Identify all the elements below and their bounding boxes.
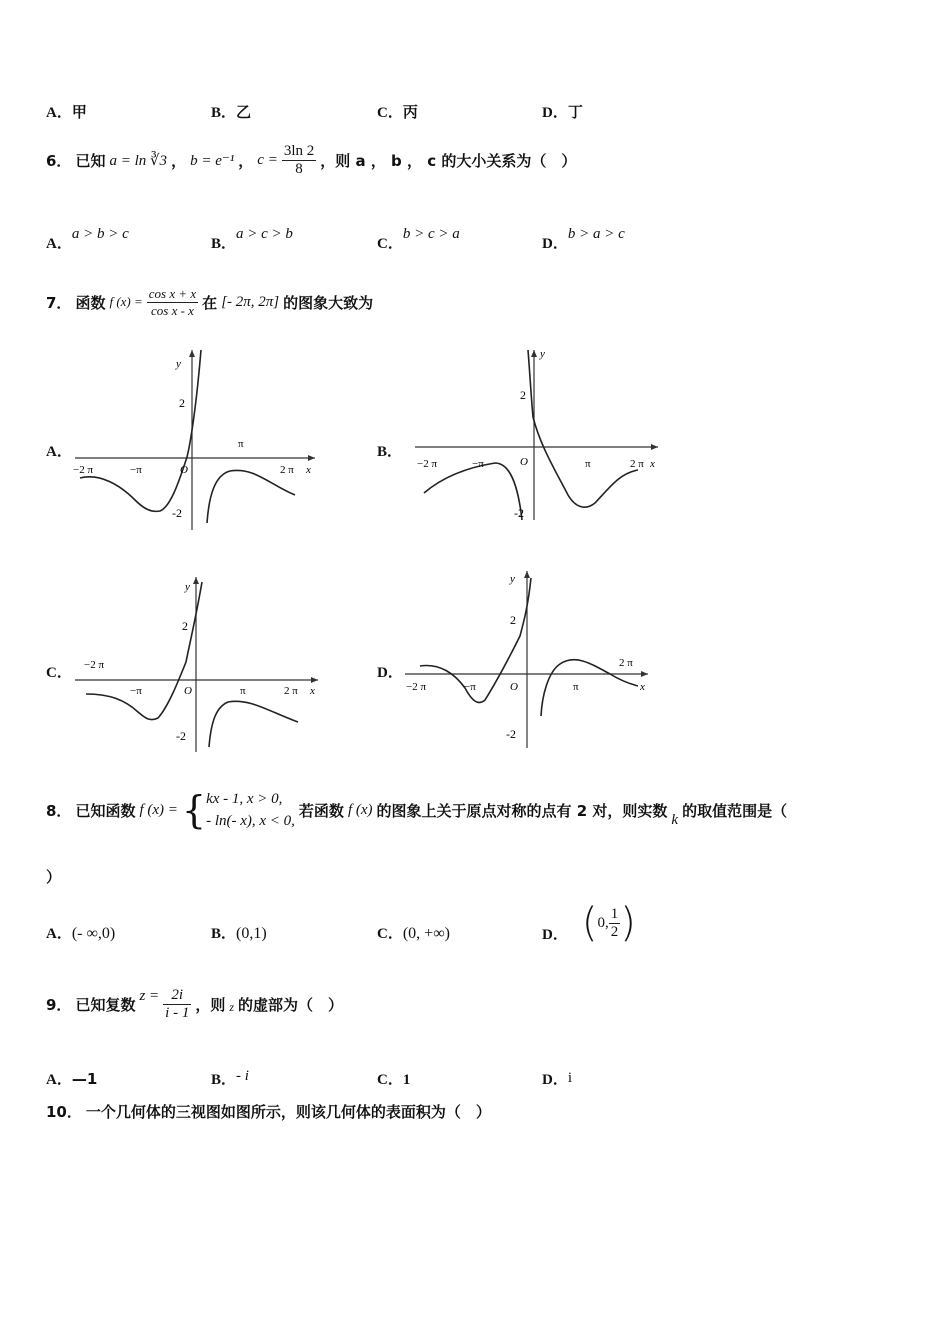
option-letter: B． [211, 236, 237, 252]
option-text: (0,1) [236, 925, 267, 942]
origin-label: O [180, 464, 188, 476]
question-tail-2: 的虚部为（ ） [238, 995, 344, 1014]
tick-label-neg-pi: −π [130, 685, 142, 697]
q6-option-d[interactable] [542, 222, 625, 252]
question-text: 一个几何体的三视图如图所示，则该几何体的表面积为（ ） [85, 1103, 491, 1121]
option-text: - i [236, 1068, 249, 1084]
tick-label-2: 2 [182, 619, 188, 633]
q9-option-d[interactable] [542, 1068, 572, 1089]
piecewise-definition [182, 788, 295, 833]
f-numerator: cos x + x [148, 285, 197, 301]
tick-label-neg-2pi: −2 π [73, 464, 94, 476]
y-axis-label: y [176, 358, 181, 370]
option-text: (- ∞,0) [71, 925, 116, 942]
question-tail: 的图象大致为 [283, 293, 374, 312]
tick-label-pi: π [238, 438, 244, 450]
comma: ， [171, 151, 187, 170]
option-text: —1 [71, 1070, 98, 1088]
question-lead: 函数 [75, 293, 106, 312]
tick-label-neg-pi: −π [472, 458, 484, 470]
option-text: 丙 [402, 103, 418, 121]
case-2: - ln(- x), x < 0, [206, 813, 295, 829]
half-fraction [609, 906, 621, 941]
option-letter: C． [377, 926, 403, 942]
origin-label: O [510, 681, 518, 693]
tick-label-neg-pi: −π [130, 464, 142, 476]
tick-label-2: 2 [179, 396, 185, 410]
question-number: 7． [46, 293, 72, 312]
denominator: 2 [610, 923, 619, 940]
option-letter: C． [377, 1072, 403, 1088]
y-axis-label: y [540, 348, 545, 360]
origin-label: O [520, 456, 528, 468]
x-axis-label: x [306, 464, 311, 476]
q8-option-a[interactable] [46, 922, 115, 943]
option-letter: C． [377, 105, 403, 121]
x-axis-label: x [640, 681, 645, 693]
option-letter: B． [211, 105, 237, 121]
q6-option-a[interactable] [46, 222, 129, 252]
option-text: 0, [597, 914, 609, 931]
tick-label-neg-2pi: −2 π [406, 681, 427, 693]
question-tail: ，则 a ， b ， c 的大小关系为（ ） [320, 151, 577, 170]
q5-option-b[interactable] [211, 101, 251, 122]
q6-option-b[interactable] [211, 222, 293, 252]
tick-label-2: 2 [520, 388, 526, 402]
left-paren: ( [581, 900, 598, 946]
q8-option-b[interactable] [211, 922, 267, 943]
q7-graph-b [410, 345, 670, 525]
y-axis-label: y [185, 581, 190, 593]
brace: { [181, 788, 207, 832]
option-letter: A． [46, 926, 72, 942]
option-letter: B． [211, 926, 237, 942]
z-lhs: z = [139, 987, 160, 1004]
connector-text: 在 [202, 293, 218, 312]
tick-label-2pi: 2 π [280, 464, 294, 476]
tick-label-neg-2: -2 [506, 727, 516, 741]
z-numerator: 2i [163, 987, 191, 1005]
connector-text: 若函数 [298, 801, 344, 820]
option-letter: C． [377, 236, 403, 252]
comma: ， [238, 151, 254, 170]
option-letter: A． [46, 236, 72, 252]
z-reference: z [229, 999, 235, 1014]
question-lead: 已知 [75, 151, 106, 170]
q9-option-b[interactable] [211, 1068, 249, 1089]
option-text: i [567, 1070, 573, 1086]
q7-graph-a [70, 345, 330, 535]
q10-stem [46, 1101, 491, 1122]
y-axis-label: y [510, 573, 515, 585]
q8-stem [46, 780, 787, 840]
question-lead: 已知函数 [75, 801, 136, 820]
x-axis-label: x [650, 458, 655, 470]
option-letter: D． [542, 1072, 568, 1088]
tick-label-2: 2 [510, 613, 516, 627]
tick-label-pi: π [573, 681, 579, 693]
f-lhs: f (x) = [109, 294, 143, 309]
option-text: 甲 [71, 103, 87, 121]
z-denominator: i - 1 [165, 1004, 190, 1021]
tick-label-neg-2pi: −2 π [417, 458, 438, 470]
q9-option-a[interactable] [46, 1068, 97, 1089]
q5-option-d[interactable] [542, 101, 583, 122]
question-lead: 已知复数 [75, 995, 136, 1014]
k-variable: k [671, 811, 679, 828]
q9-option-c[interactable] [377, 1068, 410, 1089]
q8-option-c[interactable] [377, 922, 450, 943]
option-text: 乙 [236, 103, 252, 121]
option-text: (0, +∞) [402, 925, 450, 942]
q8-close-paren: ） [46, 868, 62, 886]
q7-graph-c [70, 572, 330, 757]
interval: [- 2π, 2π] [221, 293, 280, 310]
tick-label-neg-2: -2 [176, 729, 186, 743]
c-fraction [282, 143, 316, 178]
numerator: 1 [610, 905, 619, 922]
tick-label-2pi: 2 π [619, 657, 633, 669]
question-number: 6． [46, 151, 72, 170]
q7-option-b[interactable]: B． [377, 444, 403, 460]
b-definition: b = e⁻¹ [190, 152, 235, 169]
option-text: 1 [402, 1072, 411, 1088]
right-paren: ) [620, 900, 636, 946]
option-letter: A． [46, 1072, 72, 1088]
option-letter: A． [46, 105, 72, 121]
option-letter: D． [542, 236, 568, 252]
q9-stem [46, 982, 343, 1026]
q7-option-a[interactable]: A． [46, 444, 72, 460]
q8-option-d[interactable] [542, 900, 636, 946]
q6-option-c[interactable] [377, 222, 460, 252]
q7-option-d[interactable]: D． [377, 665, 403, 681]
question-number: 10． [46, 1103, 82, 1121]
tick-label-pi: π [585, 458, 591, 470]
option-letter: D． [542, 105, 568, 121]
f-fraction [147, 286, 198, 319]
question-number: 8． [46, 801, 72, 820]
tick-label-pi: π [240, 685, 246, 697]
x-axis-label: x [310, 685, 315, 697]
c-denominator: 8 [295, 160, 303, 177]
a-definition: a = ln ∛3 [109, 152, 168, 169]
tick-label-neg-2: -2 [514, 506, 524, 520]
tick-label-2pi: 2 π [630, 458, 644, 470]
question-tail: 的图象上关于原点对称的点有 2 对，则实数 [376, 801, 668, 820]
option-text: 丁 [567, 103, 583, 121]
z-fraction [163, 987, 191, 1022]
option-letter: D． [542, 926, 568, 943]
option-text: b > a > c [567, 226, 625, 242]
option-text: a > b > c [71, 226, 129, 242]
tick-label-neg-pi: −π [464, 681, 476, 693]
option-letter: B． [211, 1072, 237, 1088]
question-tail-2: 的取值范围是（ [682, 801, 788, 820]
question-tail: ，则 [195, 995, 226, 1014]
f-reference: f (x) [347, 801, 373, 818]
origin-label: O [184, 685, 192, 697]
option-text: b > c > a [402, 226, 460, 242]
question-number: 9． [46, 995, 72, 1014]
case-1: kx - 1, x > 0, [206, 790, 283, 807]
q7-option-c[interactable]: C． [46, 665, 72, 681]
tick-label-neg-2: -2 [172, 506, 182, 520]
q5-option-a[interactable] [46, 101, 87, 122]
q7-graph-d [400, 566, 660, 751]
tick-label-2pi: 2 π [284, 685, 298, 697]
option-text: a > c > b [236, 226, 293, 242]
tick-label-neg-2pi: −2 π [84, 659, 105, 671]
q6-stem [46, 138, 576, 182]
q5-option-c[interactable] [377, 101, 418, 122]
f-denominator: cos x - x [150, 302, 194, 318]
q7-stem [46, 281, 373, 323]
c-numerator: 3ln 2 [283, 142, 315, 159]
f-lhs: f (x) = [139, 801, 178, 818]
c-lhs: c = [257, 151, 278, 168]
